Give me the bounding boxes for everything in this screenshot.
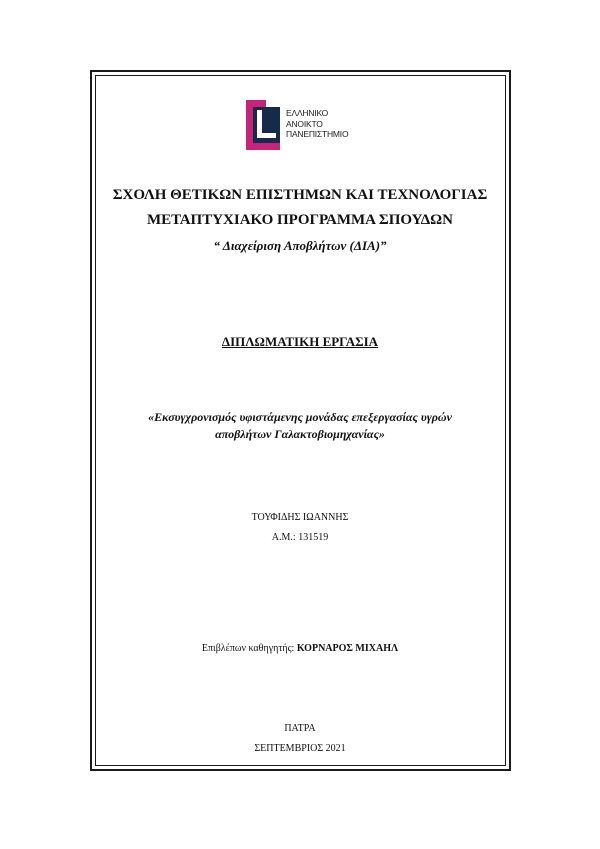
supervisor-name: ΚΟΡΝΑΡΟΣ ΜΙΧΑΗΛ (296, 643, 399, 654)
program-title: ΜΕΤΑΠΤΥΧΙΑΚΟ ΠΡΟΓΡΑΜΜΑ ΣΠΟΥΔΩΝ (147, 212, 453, 228)
topic-line-2: αποβλήτων Γαλακτοβιομηχανίας» (215, 427, 385, 441)
topic-line-1: «Εκσυγχρονισμός υφιστάμενης μονάδας επεξεργασίας υγρών (148, 410, 452, 424)
logo-line: ΕΛΛΗΝΙΚΟ (286, 108, 329, 118)
supervisor-line (0, 643, 600, 654)
logo-text (286, 108, 348, 140)
registration-number: Α.Μ.: 131519 (271, 532, 329, 543)
author-name: ΤΟΥΦΙΔΗΣ ΙΩΑΝΝΗΣ (251, 512, 349, 523)
school-title: ΣΧΟΛΗ ΘΕΤΙΚΩΝ ΕΠΙΣΤΗΜΩΝ ΚΑΙ ΤΕΧΝΟΛΟΓΙΑΣ (112, 187, 488, 203)
logo-line: ΠΑΝΕΠΙΣΤΗΜΙΟ (286, 129, 349, 139)
program-name: “ Διαχείριση Αποβλήτων (ΔΙΑ)” (213, 238, 387, 253)
city: ΠΑΤΡΑ (284, 723, 316, 734)
date: ΣΕΠΤΕΜΒΡΙΟΣ 2021 (254, 743, 346, 754)
logo-line: ΑΝΟΙΚΤΟ (286, 118, 323, 129)
document-type: ΔΙΠΛΩΜΑΤΙΚΗ ΕΡΓΑΣΙΑ (221, 334, 379, 349)
supervisor-label: Επιβλέπων καθηγητής: (201, 643, 295, 654)
